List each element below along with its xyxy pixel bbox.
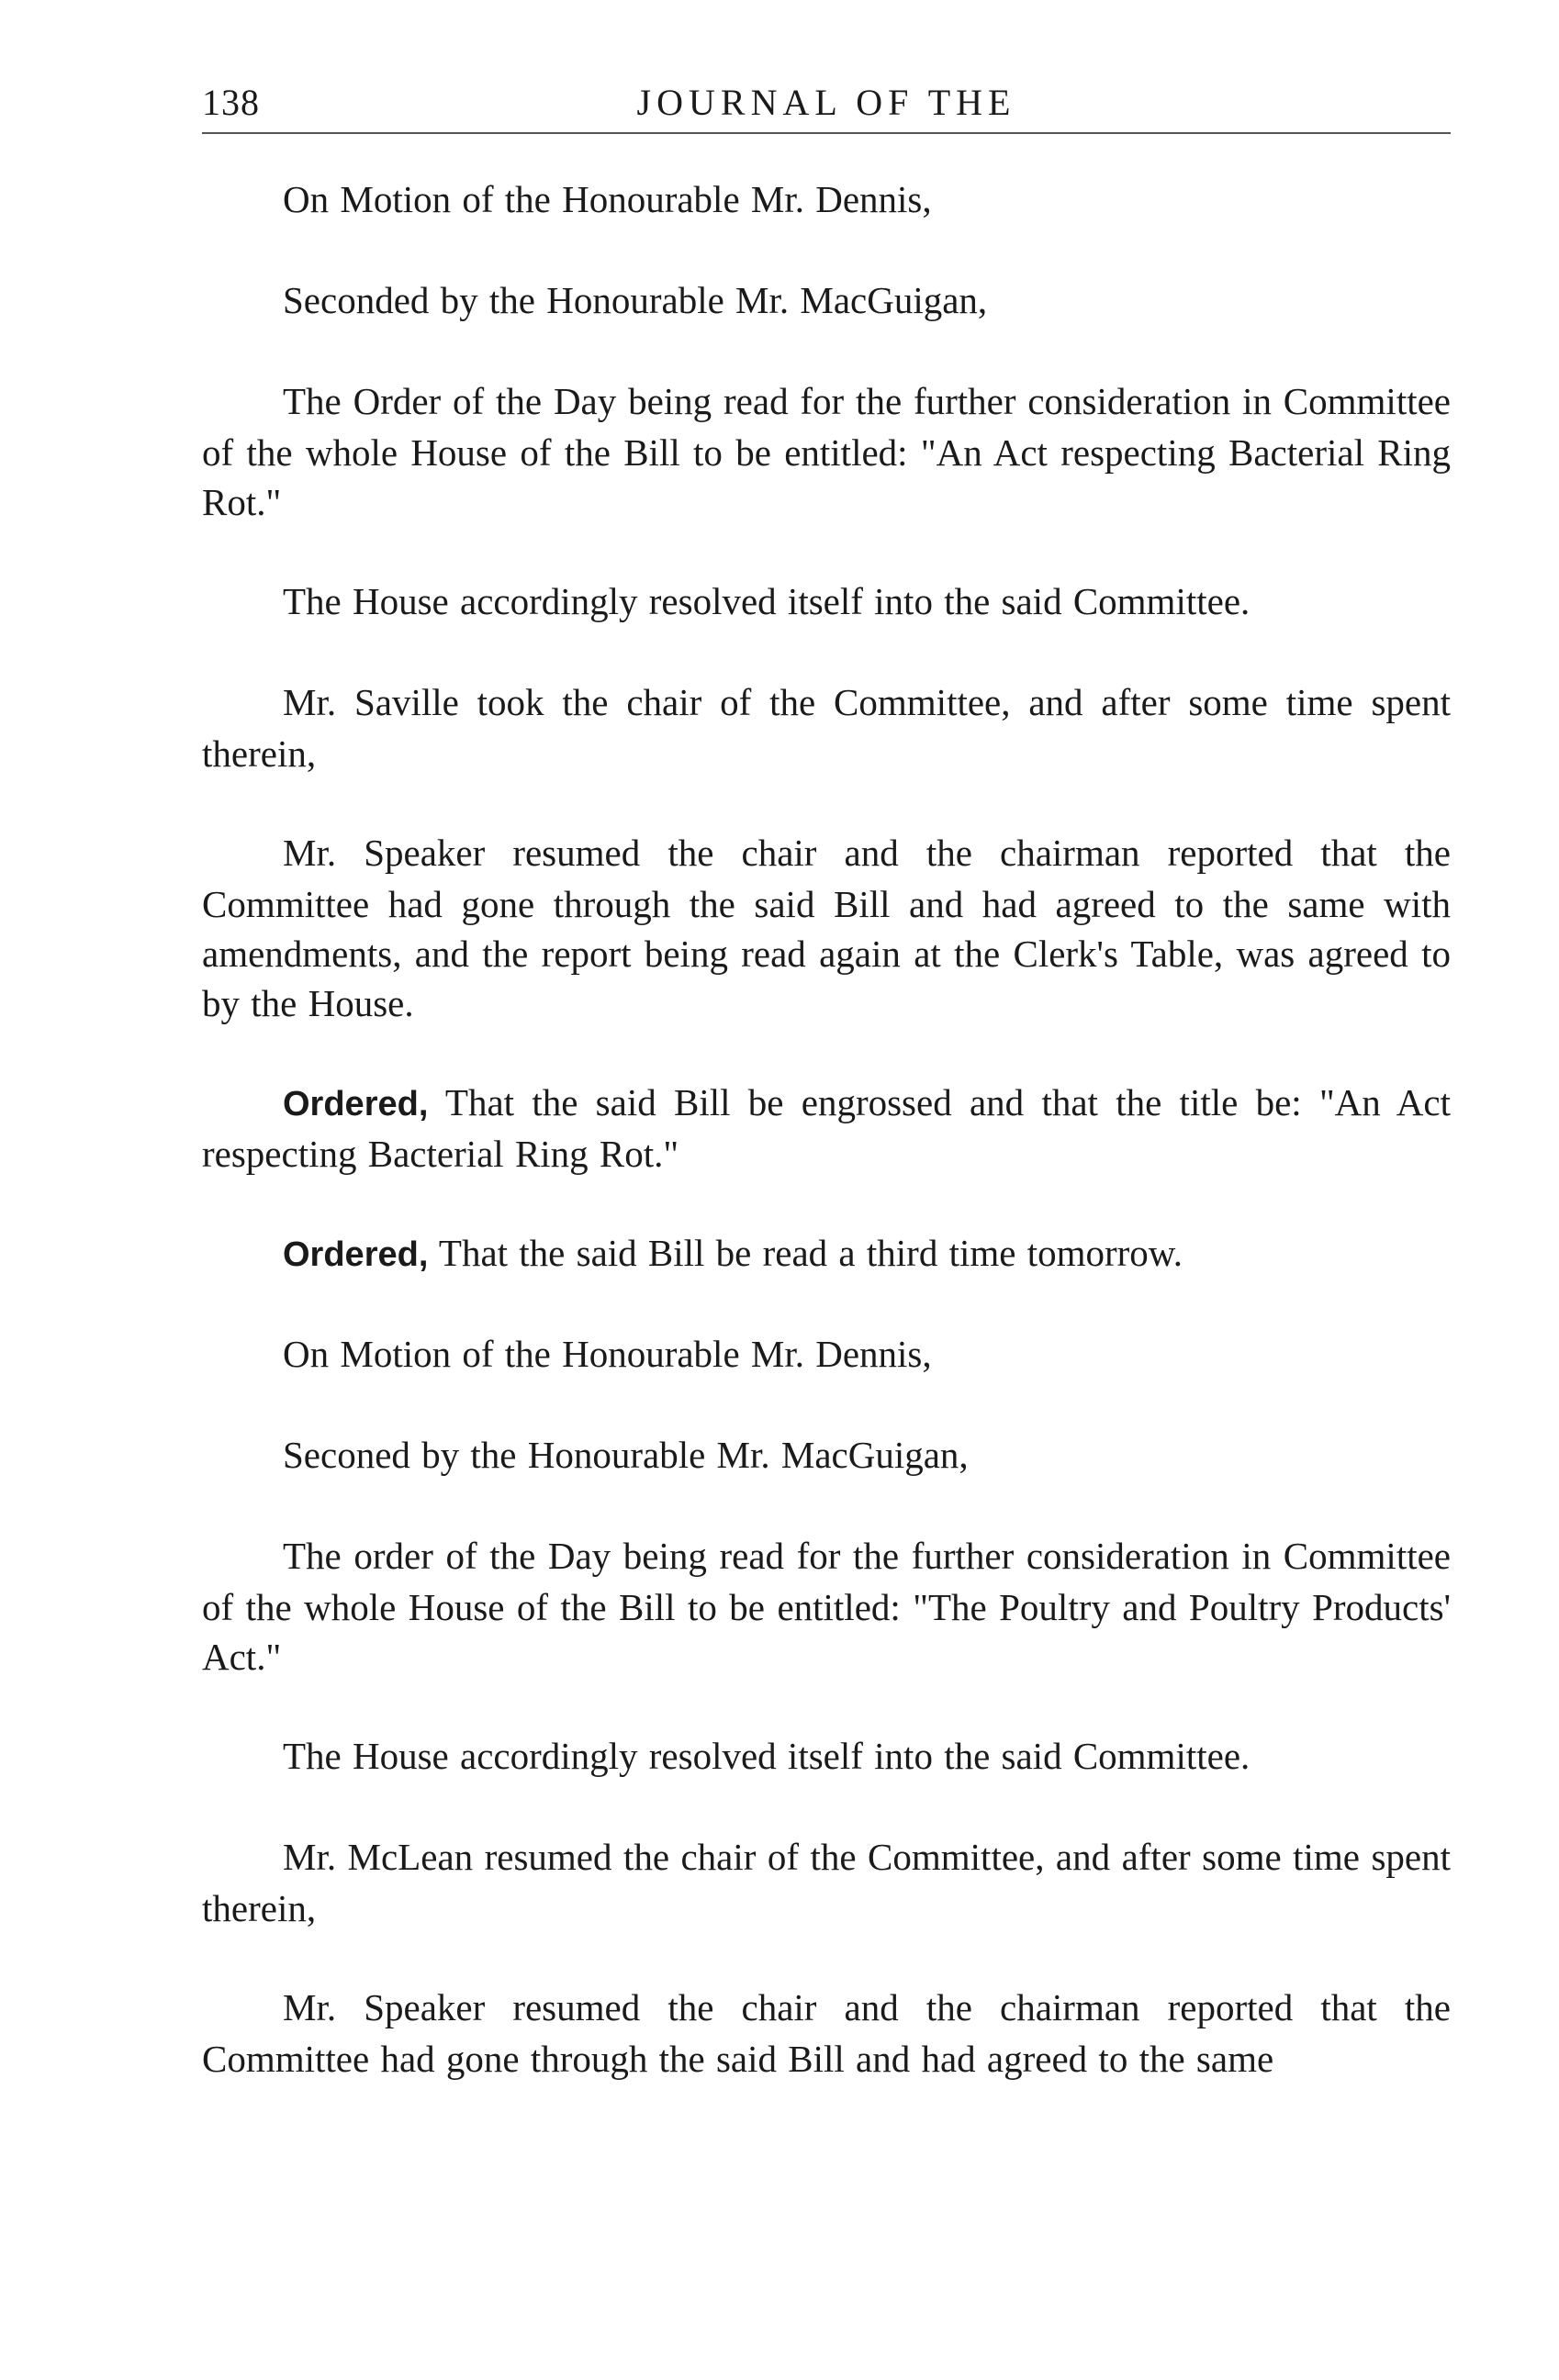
- paragraph-seconded: [202, 275, 1451, 327]
- paragraph-chair-taken: [202, 1832, 1451, 1933]
- paragraph-text: On Motion of the Honourable Mr. Dennis,: [283, 1333, 932, 1375]
- paragraph-text: Mr. Speaker resumed the chair and the chairman reported that the Committee had gone through the said Bill and had agreed to the same with amendments, and the report being read again at the Clerk's Table, was agreed to by the House.: [202, 832, 1451, 1024]
- paragraph-speaker-report: [202, 1983, 1451, 2084]
- page-number: 138: [202, 82, 260, 123]
- paragraph-text: The order of the Day being read for the further consideration in Committee of the whole House of the Bill to be entitled: "The Poultry and Poultry Products' Act.": [202, 1535, 1451, 1678]
- paragraph-text: The House accordingly resolved itself into the said Committee.: [283, 580, 1251, 622]
- header-rule: [202, 132, 1451, 134]
- paragraph-text: The Order of the Day being read for the further consideration in Committee of the whole House of the Bill to be entitled: "An Act respecting Bacterial Ring Rot.": [202, 380, 1451, 523]
- paragraph-seconded: [202, 1430, 1451, 1481]
- paragraph-text: Seconed by the Honourable Mr. MacGuigan,: [283, 1434, 969, 1476]
- paragraph-text: On Motion of the Honourable Mr. Dennis,: [283, 178, 932, 220]
- paragraph-ordered-engrossed: [202, 1078, 1451, 1179]
- paragraph-text: Mr. McLean resumed the chair of the Committee, and after some time spent therein,: [202, 1836, 1451, 1929]
- paragraph-text: Seconded by the Honourable Mr. MacGuigan,: [283, 279, 988, 321]
- paragraph-order-of-day: [202, 1531, 1451, 1682]
- paragraph-order-of-day: [202, 376, 1451, 527]
- paragraph-text: The House accordingly resolved itself into the said Committee.: [283, 1735, 1251, 1777]
- paragraph-lead: Ordered,: [283, 1085, 429, 1123]
- paragraph-motion: [202, 1329, 1451, 1380]
- paragraph-ordered-third-reading: [202, 1228, 1451, 1279]
- paragraph-chair-taken: [202, 677, 1451, 778]
- paragraph-text: That the said Bill be read a third time tomorrow.: [428, 1232, 1183, 1274]
- page-header: [202, 75, 1451, 130]
- paragraph-text: Mr. Speaker resumed the chair and the chairman reported that the Committee had gone through the said Bill and had agreed to the same: [202, 1986, 1451, 2080]
- paragraph-text: Mr. Saville took the chair of the Committee, and after some time spent therein,: [202, 681, 1451, 775]
- paragraph-house-resolved: [202, 1731, 1451, 1782]
- paragraph-text: That the said Bill be engrossed and that the title be: "An Act respecting Bacterial Ring Rot.": [202, 1081, 1451, 1175]
- journal-body: [202, 174, 1451, 2133]
- paragraph-lead: Ordered,: [283, 1235, 429, 1274]
- paragraph-speaker-report: [202, 828, 1451, 1028]
- paragraph-house-resolved: [202, 576, 1451, 628]
- paragraph-motion: [202, 174, 1451, 226]
- running-head: JOURNAL OF THE: [636, 82, 1016, 123]
